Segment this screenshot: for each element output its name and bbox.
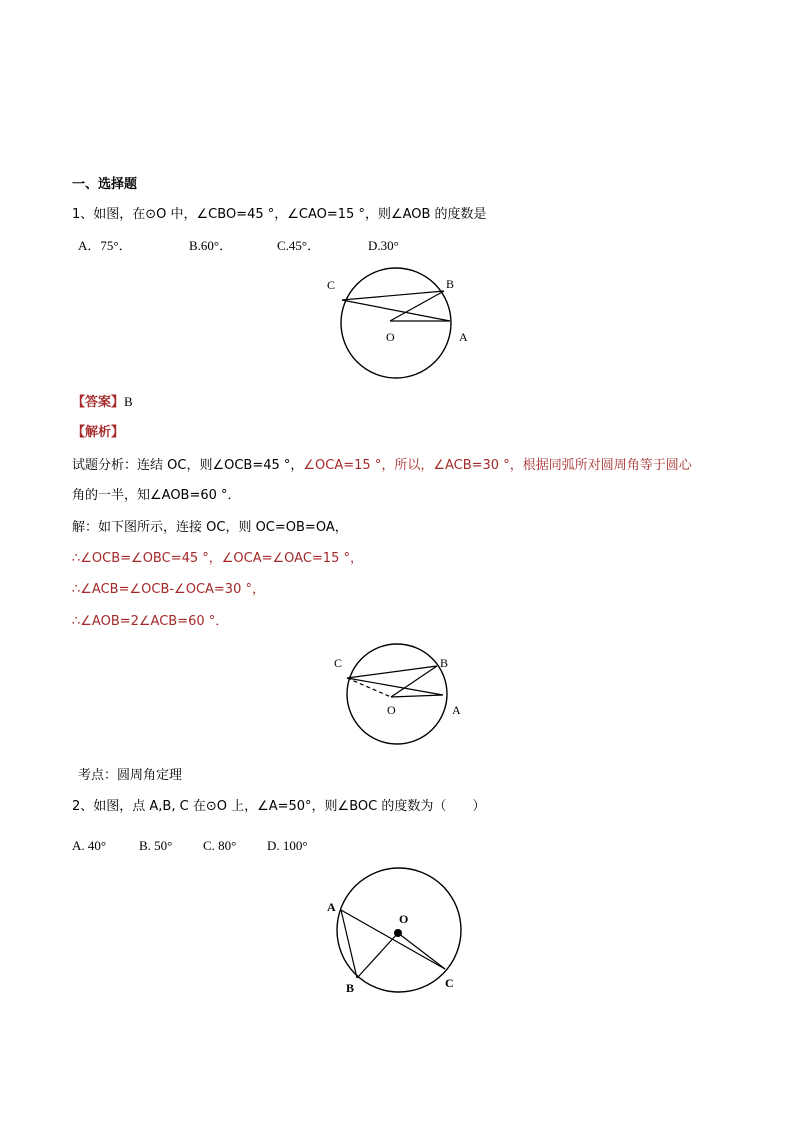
q1-2-chord-cb (347, 666, 437, 678)
question-1-stem: 1、如图，在⊙O 中，∠CBO=45 °，∠CAO=15 °，则∠AOB 的度数是 (72, 207, 487, 222)
q1-2-radius-oa (391, 695, 443, 697)
q2-radius-ob (357, 933, 398, 978)
answer-tag: 【答案】 (72, 395, 125, 410)
analysis-lead: 试题分析：连结 OC，则∠OCB=45 °， (72, 458, 304, 473)
solution-line-2: ∴∠OCB=∠OBC=45 °，∠OCA=∠OAC=15 °， (72, 551, 363, 566)
q2-option-c: C. 80° (203, 838, 237, 853)
q1-figure (320, 270, 480, 380)
solution-line-1: 解：如下图所示，连接 OC，则 OC=OB=OA， (72, 520, 348, 535)
q2-radius-oc (398, 933, 445, 969)
q1-option-c: C.45°． (277, 238, 321, 253)
analysis-line-1 (72, 458, 692, 474)
q2-chord-ac (341, 910, 445, 969)
q1-circle-2 (347, 644, 447, 744)
q1-label-c: C (327, 278, 336, 292)
q1-2-label-c: C (334, 656, 343, 670)
section-title: 一、选择题 (72, 177, 138, 192)
answer-value: B (124, 394, 133, 409)
q1-2-label-o: O (387, 703, 396, 717)
q2-label-b: B (346, 981, 355, 995)
q1-2-label-a: A (452, 703, 461, 717)
q2-figure (320, 865, 470, 1000)
q2-label-a: A (327, 900, 336, 914)
q2-option-b: B. 50° (139, 838, 173, 853)
q1-figure-2 (325, 645, 475, 750)
q1-option-d: D.30° (368, 238, 399, 253)
q2-option-a: A. 40° (72, 838, 107, 853)
analysis-red: ∠OCA=15 °，所以，∠ACB=30 °，根据同弧所对圆周角等于圆心 (303, 458, 692, 473)
question-2-stem: 2、如图，点 A,B, C 在⊙O 上，∠A=50°，则∠BOC 的度数为（ ） (72, 799, 486, 814)
q1-2-chord-ca (347, 678, 443, 695)
q1-chord-cb (342, 291, 444, 300)
q1-option-b: B.60°． (189, 238, 233, 253)
q2-label-c: C (445, 976, 454, 990)
analysis-line-2: 角的一半，知∠AOB=60 °． (72, 488, 241, 503)
q1-option-a: A．75°． (78, 238, 132, 253)
kaodian: 考点：圆周角定理 (78, 768, 183, 783)
answer-line (72, 394, 133, 411)
analysis-tag: 【解析】 (72, 425, 125, 440)
q2-label-o: O (399, 912, 409, 926)
q1-circle (341, 268, 451, 378)
q1-label-b: B (446, 277, 455, 291)
q1-label-o: O (386, 330, 395, 344)
q2-option-d: D. 100° (267, 838, 308, 853)
q1-label-a: A (459, 330, 468, 344)
q1-2-dashed-oc (347, 678, 391, 697)
solution-line-4: ∴∠AOB=2∠ACB=60 °． (72, 614, 229, 629)
q1-2-label-b: B (440, 656, 449, 670)
solution-line-3: ∴∠ACB=∠OCB-∠OCA=30 °， (72, 582, 265, 597)
q2-center-dot (394, 929, 402, 937)
